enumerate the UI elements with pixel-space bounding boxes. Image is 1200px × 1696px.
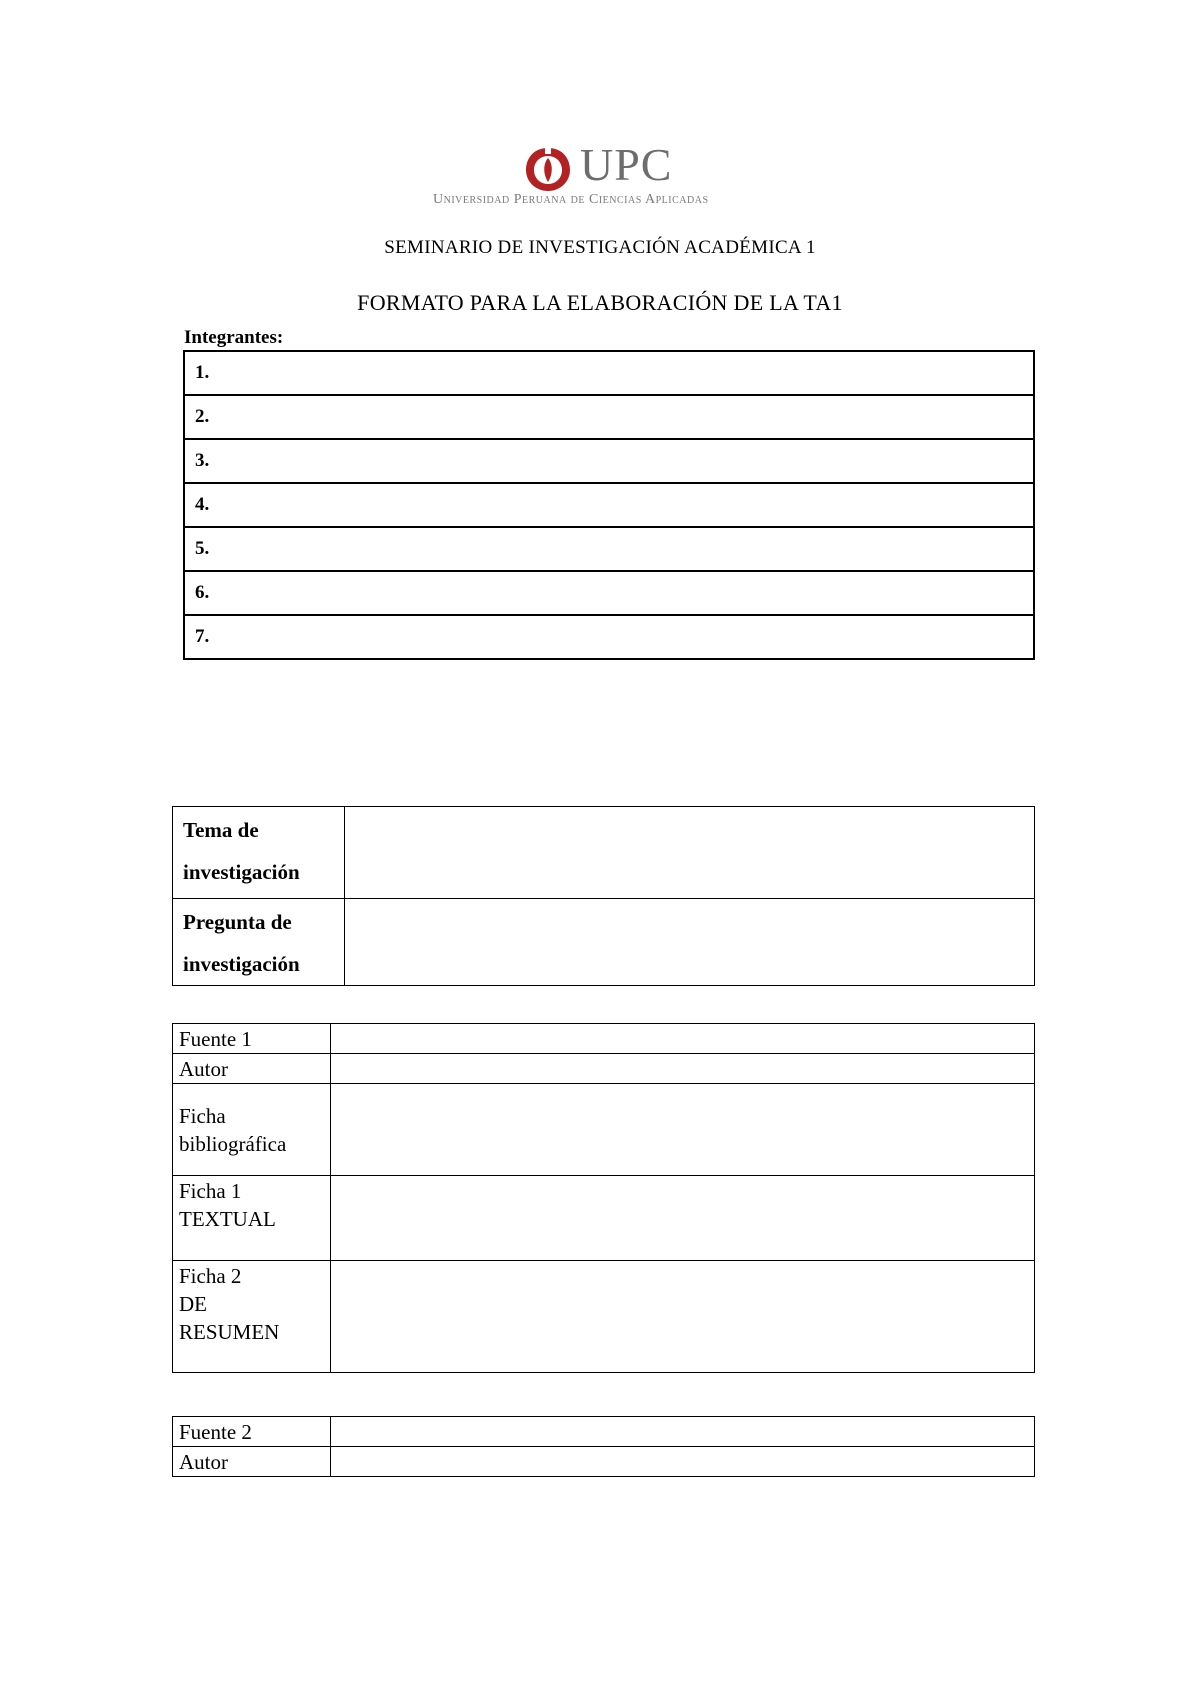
label-line: Ficha 1 (179, 1179, 242, 1203)
question-value-cell[interactable] (345, 899, 1035, 986)
author-row (173, 1447, 1035, 1477)
question-label-line: Pregunta de (183, 910, 292, 934)
member-cell[interactable]: 3. (184, 439, 1034, 483)
bibliographic-card-label (173, 1084, 331, 1176)
member-row (184, 527, 1034, 571)
summary-card-value-cell[interactable] (331, 1261, 1035, 1373)
label-line: TEXTUAL (179, 1207, 276, 1231)
course-title: SEMINARIO DE INVESTIGACIÓN ACADÉMICA 1 (384, 237, 816, 258)
upc-logo (430, 140, 780, 215)
member-cell[interactable]: 4. (184, 483, 1034, 527)
author-label: Autor (173, 1054, 331, 1084)
member-cell[interactable]: 1. (184, 351, 1034, 395)
author-row (173, 1054, 1035, 1084)
member-cell[interactable]: 6. (184, 571, 1034, 615)
topic-row (173, 807, 1035, 899)
form-title: FORMATO PARA LA ELABORACIÓN DE LA TA1 (357, 290, 843, 315)
source-label: Fuente 1 (173, 1024, 331, 1054)
member-row (184, 439, 1034, 483)
members-table (183, 350, 1035, 660)
summary-card-label (173, 1261, 331, 1373)
label-line: Ficha (179, 1104, 226, 1128)
member-row (184, 351, 1034, 395)
question-label-line: investigación (183, 952, 300, 976)
textual-card-value-cell[interactable] (331, 1176, 1035, 1261)
label-line: DE (179, 1292, 207, 1316)
upc-emblem-icon (523, 144, 573, 194)
source-row (173, 1417, 1035, 1447)
bibliographic-card-value-cell[interactable] (331, 1084, 1035, 1176)
topic-value-cell[interactable] (345, 807, 1035, 899)
bibliographic-card-row (173, 1084, 1035, 1176)
textual-card-row (173, 1176, 1035, 1261)
member-cell[interactable]: 2. (184, 395, 1034, 439)
members-label: Integrantes: (184, 327, 284, 348)
author-value-cell[interactable] (331, 1447, 1035, 1477)
source-value-cell[interactable] (331, 1417, 1035, 1447)
label-line: bibliográfica (179, 1132, 287, 1156)
question-label (173, 899, 345, 986)
summary-card-row (173, 1261, 1035, 1373)
topic-table (172, 806, 1035, 986)
topic-label-line: Tema de (183, 818, 259, 842)
logo-wordmark: UPC (580, 139, 673, 190)
member-row (184, 571, 1034, 615)
source-row (173, 1024, 1035, 1054)
textual-card-label (173, 1176, 331, 1261)
question-row (173, 899, 1035, 986)
topic-label (173, 807, 345, 899)
source-2-table (172, 1416, 1035, 1477)
topic-label-line: investigación (183, 860, 300, 884)
author-value-cell[interactable] (331, 1054, 1035, 1084)
label-line: Ficha 2 (179, 1264, 242, 1288)
member-cell[interactable]: 7. (184, 615, 1034, 659)
logo-subtitle: Universidad Peruana de Ciencias Aplicadas (433, 192, 709, 207)
source-value-cell[interactable] (331, 1024, 1035, 1054)
member-row (184, 483, 1034, 527)
source-label: Fuente 2 (173, 1417, 331, 1447)
member-cell[interactable]: 5. (184, 527, 1034, 571)
source-1-table (172, 1023, 1035, 1373)
author-label: Autor (173, 1447, 331, 1477)
member-row (184, 615, 1034, 659)
label-line: RESUMEN (179, 1320, 280, 1344)
member-row (184, 395, 1034, 439)
